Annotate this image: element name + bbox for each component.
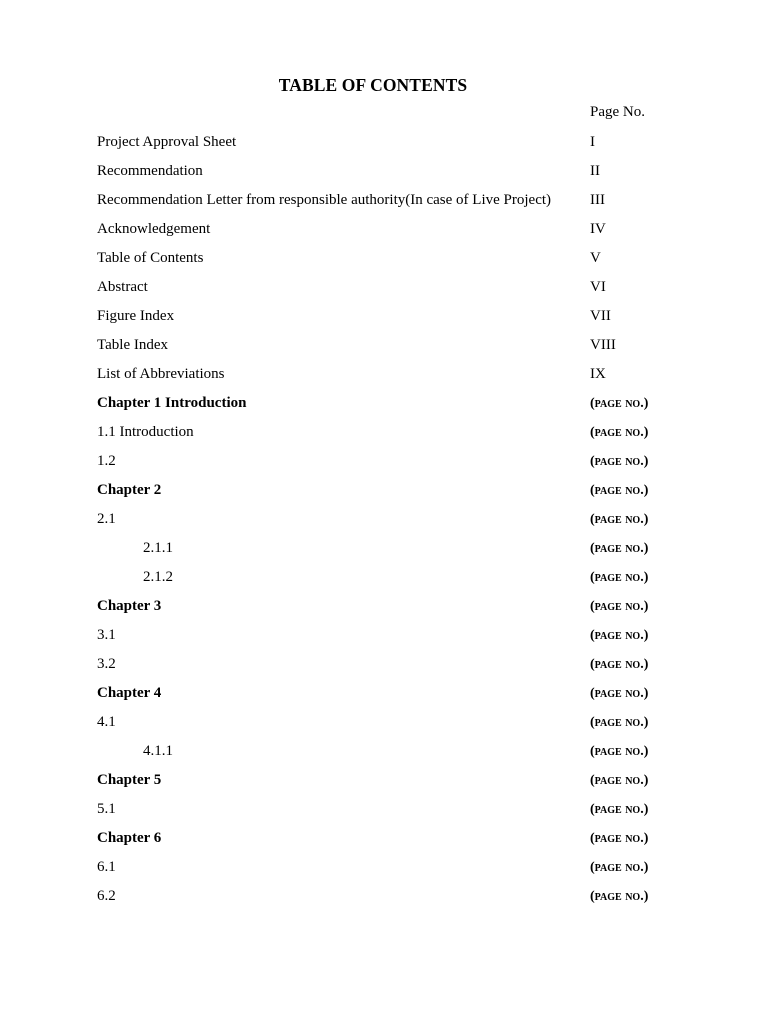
toc-entry (0, 244, 768, 273)
toc-entry-page-number: (page no.) (590, 773, 649, 788)
toc-entry-page-number: III (590, 192, 605, 208)
toc-entry-label: Abstract (97, 279, 148, 295)
toc-entry-label: Acknowledgement (97, 221, 211, 237)
toc-entry-label: Project Approval Sheet (97, 134, 237, 150)
toc-chapter-entry (0, 824, 768, 853)
toc-entry-label: Chapter 5 (97, 772, 162, 788)
toc-entry-page-number: (page no.) (590, 512, 649, 527)
toc-entry-page-number: (page no.) (590, 483, 649, 498)
toc-entry-page-number: (page no.) (590, 860, 649, 875)
toc-entry (0, 418, 768, 447)
toc-entry (0, 157, 768, 186)
toc-entry (0, 650, 768, 679)
toc-entry-label: 1.2 (97, 453, 116, 469)
toc-entry-page-number: IX (590, 366, 606, 382)
toc-list (0, 128, 768, 911)
toc-entry-label: Chapter 1 Introduction (97, 395, 247, 411)
toc-entry-label: 1.1 Introduction (97, 424, 194, 440)
toc-entry (0, 882, 768, 911)
page-title: TABLE OF CONTENTS (278, 75, 468, 95)
toc-entry (0, 737, 768, 766)
toc-entry-page-number: VIII (590, 337, 616, 353)
toc-entry-label: 2.1.1 (143, 540, 173, 556)
toc-entry-page-number: (page no.) (590, 628, 649, 643)
toc-entry-page-number: (page no.) (590, 570, 649, 585)
toc-entry-page-number: (page no.) (590, 541, 649, 556)
toc-entry-label: Figure Index (97, 308, 175, 324)
toc-entry-label: 4.1.1 (143, 743, 173, 759)
toc-entry-page-number: (page no.) (590, 454, 649, 469)
toc-entry-label: Chapter 3 (97, 598, 162, 614)
toc-entry-label: Table of Contents (97, 250, 204, 266)
page-number-column-header: Page No. (590, 104, 645, 120)
toc-entry-label: 4.1 (97, 714, 116, 730)
toc-entry-page-number: VI (590, 279, 606, 295)
toc-entry-label: Table Index (97, 337, 169, 353)
toc-entry-label: Chapter 4 (97, 685, 162, 701)
toc-entry-label: 3.2 (97, 656, 116, 672)
toc-entry (0, 331, 768, 360)
toc-entry (0, 708, 768, 737)
toc-entry-label: 6.2 (97, 888, 116, 904)
toc-entry-page-number: (page no.) (590, 802, 649, 817)
toc-entry-page-number: VII (590, 308, 611, 324)
toc-chapter-entry (0, 389, 768, 418)
toc-entry-page-number: (page no.) (590, 686, 649, 701)
toc-entry (0, 853, 768, 882)
toc-chapter-entry (0, 766, 768, 795)
toc-entry-page-number: I (590, 134, 595, 150)
toc-entry-page-number: (page no.) (590, 396, 649, 411)
toc-chapter-entry (0, 592, 768, 621)
toc-entry-label: 6.1 (97, 859, 116, 875)
toc-entry-label: List of Abbreviations (97, 366, 225, 382)
toc-entry (0, 360, 768, 389)
toc-entry-label: 3.1 (97, 627, 116, 643)
toc-entry-label: 2.1.2 (143, 569, 173, 585)
toc-entry (0, 505, 768, 534)
toc-entry-page-number: (page no.) (590, 657, 649, 672)
toc-entry-label: 5.1 (97, 801, 116, 817)
toc-entry-page-number: (page no.) (590, 599, 649, 614)
toc-entry-label: Recommendation (97, 163, 203, 179)
toc-entry (0, 186, 768, 215)
toc-entry-page-number: II (590, 163, 600, 179)
toc-entry-page-number: IV (590, 221, 606, 237)
toc-entry (0, 215, 768, 244)
toc-entry-page-number: (page no.) (590, 889, 649, 904)
toc-entry-label: Chapter 2 (97, 482, 162, 498)
toc-entry-page-number: (page no.) (590, 715, 649, 730)
toc-entry-page-number: (page no.) (590, 744, 649, 759)
toc-entry (0, 621, 768, 650)
toc-chapter-entry (0, 476, 768, 505)
toc-entry-page-number: (page no.) (590, 831, 649, 846)
toc-entry-label: 2.1 (97, 511, 116, 527)
toc-entry-label: Recommendation Letter from responsible authority(In case of Live Project) (97, 192, 552, 208)
toc-entry (0, 534, 768, 563)
toc-entry (0, 795, 768, 824)
toc-entry (0, 447, 768, 476)
toc-entry (0, 128, 768, 157)
toc-entry-page-number: V (590, 250, 601, 266)
toc-entry (0, 563, 768, 592)
toc-entry (0, 302, 768, 331)
toc-entry-label: Chapter 6 (97, 830, 162, 846)
toc-entry-page-number: (page no.) (590, 425, 649, 440)
toc-chapter-entry (0, 679, 768, 708)
toc-entry (0, 273, 768, 302)
